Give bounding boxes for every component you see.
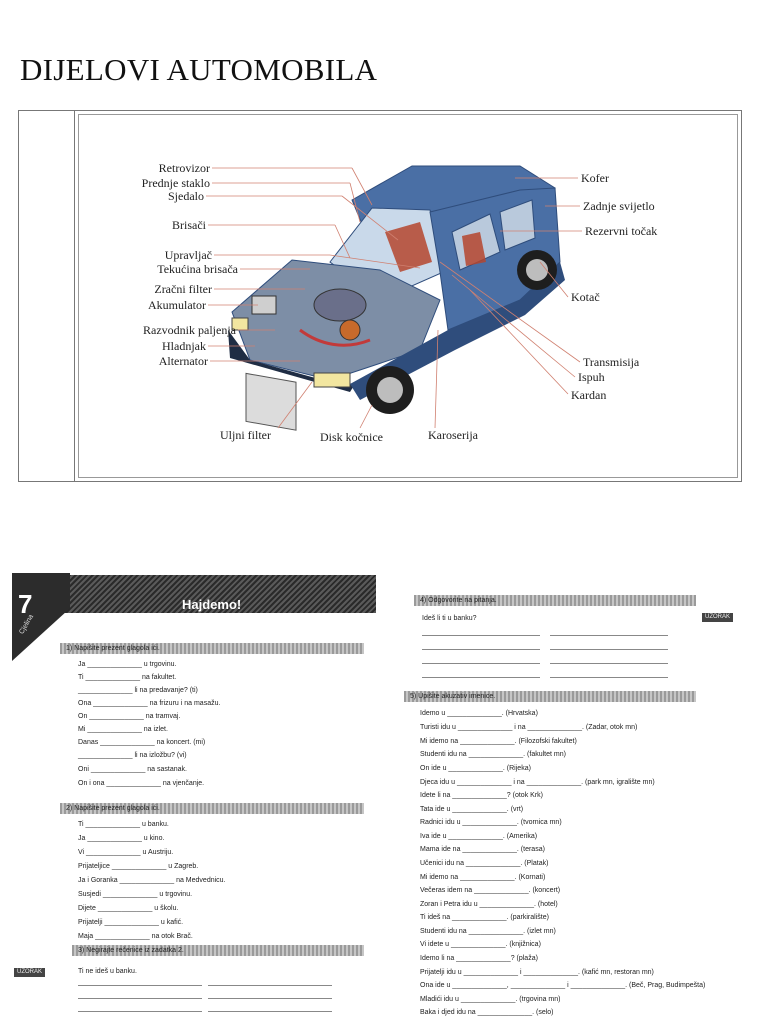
s1-line: Ja ______________ u trgovinu. bbox=[78, 661, 177, 668]
s5-line: Prijatelji idu u ______________ i ______________. (kafić mn, restoran mn) bbox=[420, 969, 654, 976]
s1-line: Oni ______________ na sastanak. bbox=[78, 766, 187, 773]
label-kofer: Kofer bbox=[581, 171, 609, 185]
uzorak-tag: UZORAK bbox=[702, 613, 733, 622]
label-akumulator: Akumulator bbox=[148, 298, 206, 312]
label-uljni-filter: Uljni filter bbox=[220, 428, 271, 442]
answer-line[interactable] bbox=[550, 635, 668, 636]
label-tekucina-brisaca: Tekućina brisača bbox=[157, 262, 238, 276]
s5-line: Tata ide u ______________. (vrt) bbox=[420, 806, 524, 813]
s2-line: Susjedi ______________ u trgovinu. bbox=[78, 891, 193, 898]
label-transmisija: Transmisija bbox=[583, 355, 640, 369]
section5-title: 5) Upišite akuzativ imenice. bbox=[404, 691, 696, 702]
s2-line: Ja i Goranka ______________ na Medvednicu. bbox=[78, 877, 226, 884]
answer-line[interactable] bbox=[422, 677, 540, 678]
page-title: DIJELOVI AUTOMOBILA bbox=[20, 52, 378, 87]
s5-line: Ti ideš na ______________. (parkiralište) bbox=[420, 914, 549, 921]
answer-line[interactable] bbox=[422, 649, 540, 650]
answer-line[interactable] bbox=[422, 663, 540, 664]
answer-line[interactable] bbox=[78, 985, 202, 986]
s1-line: On ______________ na tramvaj. bbox=[78, 713, 181, 720]
answer-line[interactable] bbox=[550, 677, 668, 678]
s5-line: Studenti idu na ______________. (izlet mn) bbox=[420, 928, 556, 935]
label-kotac: Kotač bbox=[571, 290, 600, 304]
label-kardan: Kardan bbox=[571, 388, 607, 402]
s1-line: ______________ li na predavanje? (ti) bbox=[78, 687, 198, 694]
s5-line: Baka i djed idu na ______________. (selo) bbox=[420, 1009, 554, 1016]
s5-line: Idete li na ______________? (otok Krk) bbox=[420, 792, 543, 799]
label-zracni-filter: Zračni filter bbox=[154, 282, 212, 296]
answer-line[interactable] bbox=[208, 985, 332, 986]
s5-line: Mladići idu u ______________. (trgovina mn) bbox=[420, 996, 561, 1003]
answer-line[interactable] bbox=[422, 635, 540, 636]
s2-line: Ja ______________ u kino. bbox=[78, 835, 165, 842]
label-zadnje-svijetlo: Zadnje svijetlo bbox=[583, 199, 655, 213]
answer-line[interactable] bbox=[208, 998, 332, 999]
label-ispuh: Ispuh bbox=[578, 370, 605, 384]
s2-line: Dijete ______________ u školu. bbox=[78, 905, 179, 912]
worksheet-right-page bbox=[392, 573, 762, 1024]
s4-question: Ideš li ti u banku? bbox=[422, 615, 477, 622]
section4-title: 4) Odgovorite na pitanja. bbox=[414, 595, 696, 606]
s1-line: Ti ______________ na fakultet. bbox=[78, 674, 177, 681]
s2-line: Prijatelji ______________ u kafić. bbox=[78, 919, 184, 926]
s1-line: Mi ______________ na izlet. bbox=[78, 726, 168, 733]
chapter-word: Cjelina bbox=[18, 613, 36, 636]
s1-line: Ona ______________ na frizuru i na masažu. bbox=[78, 700, 221, 707]
s1-line: Danas ______________ na koncert. (mi) bbox=[78, 739, 206, 746]
answer-line[interactable] bbox=[550, 663, 668, 664]
car-body bbox=[228, 166, 565, 430]
label-razvodnik-paljenja: Razvodnik paljenja bbox=[143, 323, 236, 337]
s5-line: Djeca idu u ______________ i na ______________. (park mn, igralište mn) bbox=[420, 779, 655, 786]
s5-line: Mi idemo na ______________. (Filozofski fakultet) bbox=[420, 738, 577, 745]
s5-line: Vi idete u ______________. (knjižnica) bbox=[420, 941, 541, 948]
answer-line[interactable] bbox=[208, 1011, 332, 1012]
label-upravljac: Upravljač bbox=[164, 248, 212, 262]
label-rezervni-tocak: Rezervni točak bbox=[585, 224, 658, 238]
uzorak-tag: UZORAK bbox=[14, 968, 45, 977]
s5-line: Mama ide na ______________. (terasa) bbox=[420, 846, 545, 853]
s5-line: Mi idemo na ______________. (Kornati) bbox=[420, 874, 546, 881]
s5-line: Studenti idu na ______________. (fakultet mn) bbox=[420, 751, 566, 758]
s5-line: Zoran i Petra idu u ______________. (hotel) bbox=[420, 901, 558, 908]
answer-line[interactable] bbox=[78, 1011, 202, 1012]
s5-line: Idemo u ______________. (Hrvatska) bbox=[420, 710, 538, 717]
worksheet-left-page bbox=[12, 573, 376, 1024]
answer-line[interactable] bbox=[550, 649, 668, 650]
label-alternator: Alternator bbox=[158, 354, 208, 368]
chapter-number: 7 bbox=[18, 589, 33, 619]
s5-line: Idemo li na ______________? (plaža) bbox=[420, 955, 538, 962]
s3-example: Ti ne ideš u banku. bbox=[78, 968, 137, 975]
label-prednje-staklo: Prednje staklo bbox=[141, 176, 210, 190]
label-hladnjak: Hladnjak bbox=[162, 339, 206, 353]
label-sjedalo: Sjedalo bbox=[168, 189, 204, 203]
s5-line: Radnici idu u ______________. (tvornica mn) bbox=[420, 819, 562, 826]
s1-line: ______________ li na izložbu? (vi) bbox=[78, 752, 187, 759]
s2-line: Maja ______________ na otok Brač. bbox=[78, 933, 193, 940]
label-brisaci: Brisači bbox=[172, 218, 206, 232]
s5-line: Iva ide u ______________. (Amerika) bbox=[420, 833, 538, 840]
section3-title: 3) Negirajte rečenice iz zadatka 2. bbox=[72, 945, 364, 956]
s5-line: Turisti idu u ______________ i na ______________. (Zadar, otok mn) bbox=[420, 724, 638, 731]
s5-line: Učenici idu na ______________. (Platak) bbox=[420, 860, 549, 867]
s2-line: Prijateljice ______________ u Zagreb. bbox=[78, 863, 199, 870]
s5-line: On ide u ______________. (Rijeka) bbox=[420, 765, 531, 772]
section2-title: 2) Napišite prezent glagola ići. bbox=[60, 803, 364, 814]
label-retrovizor: Retrovizor bbox=[158, 161, 210, 175]
s2-line: Vi ______________ u Austriju. bbox=[78, 849, 174, 856]
s5-line: Ona ide u ______________, ______________ i ______________. (Beč, Prag, Budimpešta) bbox=[420, 982, 706, 989]
label-disk-kocnice: Disk kočnice bbox=[320, 430, 383, 444]
answer-line[interactable] bbox=[78, 998, 202, 999]
s5-line: Večeras idem na ______________. (koncert) bbox=[420, 887, 561, 894]
s2-line: Ti ______________ u banku. bbox=[78, 821, 169, 828]
s1-line: On i ona ______________ na vjenčanje. bbox=[78, 780, 205, 787]
label-karoserija: Karoserija bbox=[428, 428, 478, 442]
unit-title: Hajdemo! bbox=[182, 597, 242, 612]
section1-title: 1) Napišite prezent glagola ići. bbox=[60, 643, 364, 654]
